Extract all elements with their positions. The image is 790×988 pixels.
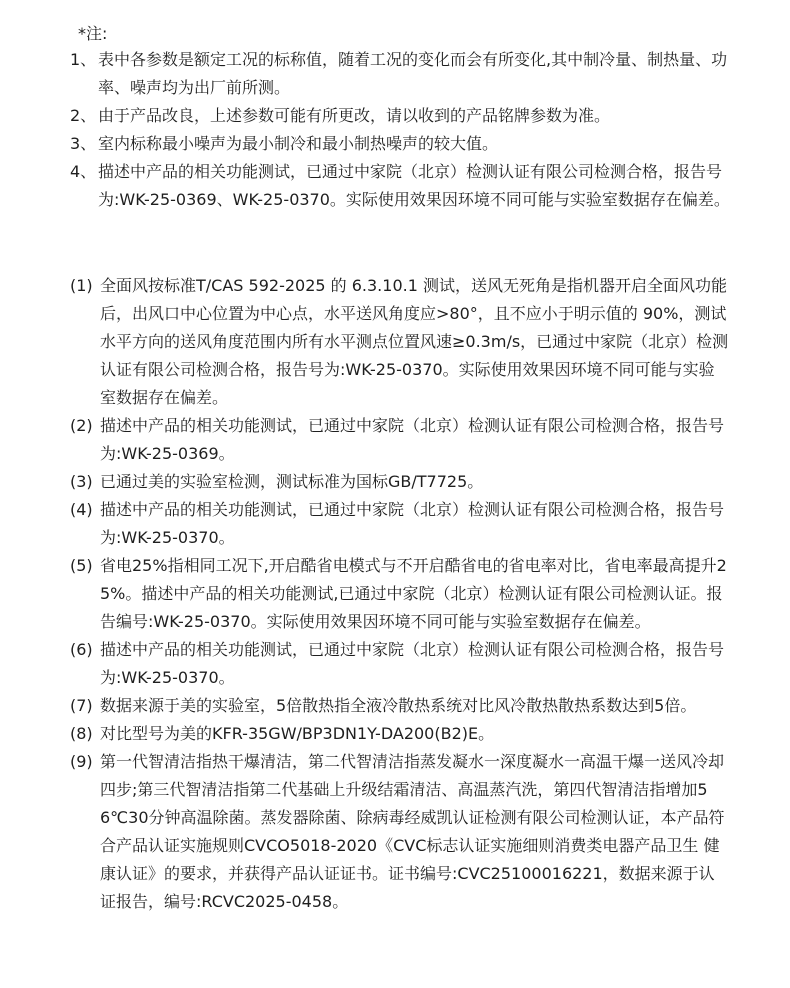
footnote-number: (5) — [70, 556, 93, 575]
note-text: 室内标称最小噪声为最小制冷和最小制热噪声的较大值。 — [98, 134, 499, 153]
footnote-number: (8) — [70, 724, 93, 743]
footnote-text: 省电25%指相同工况下,开启酷省电模式与不开启酷省电的省电率对比，省电率最高提升25%。描述中产品的相关功能测试,已通过中家院（北京）检测认证有限公司检测认证。报告编号:WK-25-0370。实际使用效果因环境不同可能与实验室数据存在偏差。 — [100, 556, 727, 631]
footnote-text: 对比型号为美的KFR-35GW/BP3DN1Y-DA200(B2)E。 — [100, 724, 495, 743]
note-number: 2、 — [70, 106, 97, 125]
footnote-item — [70, 272, 730, 412]
footnote-text: 描述中产品的相关功能测试，已通过中家院（北京）检测认证有限公司检测合格，报告号为:WK-25-0369。 — [100, 416, 725, 463]
footnote-number: (1) — [70, 276, 93, 295]
footnote-number: (6) — [70, 640, 93, 659]
footnote-number: (3) — [70, 472, 93, 491]
footnote-item — [70, 412, 730, 468]
footnote-item — [70, 636, 730, 692]
footnote-item — [70, 496, 730, 552]
footnote-text: 第一代智清洁指热干爆清洁，第二代智清洁指蒸发凝水一深度凝水一高温干爆一送风冷却四步;第三代智清洁指第二代基础上升级结霜清洁、高温蒸汽洗，第四代智清洁指增加56℃30分钟高温除菌。蒸发器除菌、除病毒经威凯认证检测有限公司检测认证，本产品符合产品认证实施规则CVCO5018-2020《CVC标志认证实施细则消费类电器产品卫生 健康认证》的要求，并获得产品认证证书。证书编号:CVC25100016221，数据来源于认证报告，编号:RCVC2025-0458。 — [100, 752, 725, 911]
note-number: 3、 — [70, 134, 97, 153]
footnote-text: 描述中产品的相关功能测试，已通过中家院（北京）检测认证有限公司检测合格，报告号为:WK-25-0370。 — [100, 640, 725, 687]
footnote-number: (4) — [70, 500, 93, 519]
note-item — [70, 102, 730, 130]
note-item — [70, 46, 730, 102]
footnote-item — [70, 720, 730, 748]
footnote-text: 描述中产品的相关功能测试，已通过中家院（北京）检测认证有限公司检测合格，报告号为:WK-25-0370。 — [100, 500, 725, 547]
note-text: 表中各参数是额定工况的标称值，随着工况的变化而会有所变化,其中制冷量、制热量、功率、噪声均为出厂前所测。 — [98, 50, 728, 97]
general-notes-list — [70, 46, 730, 214]
note-text: 描述中产品的相关功能测试，已通过中家院（北京）检测认证有限公司检测合格，报告号为:WK-25-0369、WK-25-0370。实际使用效果因环境不同可能与实验室数据存在偏差。 — [98, 162, 730, 209]
footnote-item — [70, 552, 730, 636]
note-number: 1、 — [70, 50, 97, 69]
footnote-number: (2) — [70, 416, 93, 435]
footnote-text: 数据来源于美的实验室，5倍散热指全液冷散热系统对比风冷散热散热系数达到5倍。 — [100, 696, 697, 715]
note-title: *注: — [78, 24, 108, 43]
note-item — [70, 158, 730, 214]
footnote-item — [70, 748, 730, 916]
footnote-item — [70, 692, 730, 720]
footnote-text: 已通过美的实验室检测，测试标准为国标GB/T7725。 — [100, 472, 484, 491]
note-item — [70, 130, 730, 158]
footnote-number: (7) — [70, 696, 93, 715]
footnote-text: 全面风按标准T/CAS 592-2025 的 6.3.10.1 测试，送风无死角是指机器开启全面风功能后，出风口中心位置为中心点，水平送风角度应>80°，且不应小于明示值的 90%，测试水平方向的送风角度范围内所有水平测点位置风速≥0.3m/s，已通过中家院（北京）检测认证有限公司检测合格，报告号为:WK-25-0370。实际使用效果因环境不同可能与实验室数据存在偏差。 — [100, 276, 729, 407]
note-text: 由于产品改良，上述参数可能有所更改，请以收到的产品铭牌参数为准。 — [98, 106, 611, 125]
footnotes-list — [70, 272, 730, 916]
footnote-item — [70, 468, 730, 496]
note-number: 4、 — [70, 162, 97, 181]
footnote-number: (9) — [70, 752, 93, 771]
